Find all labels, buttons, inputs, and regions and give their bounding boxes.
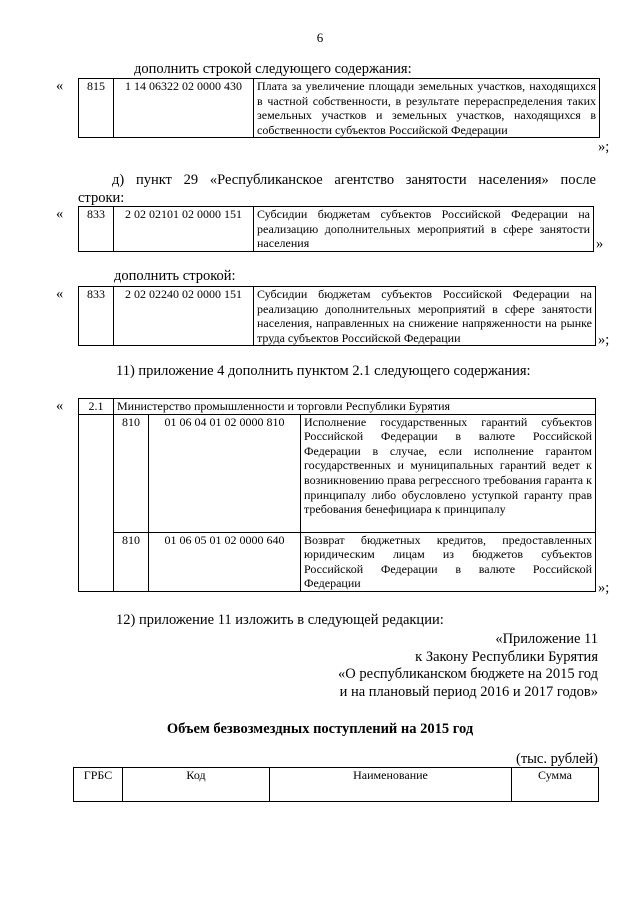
sec1-table — [78, 78, 600, 138]
sec3-intro: дополнить строкой: — [114, 268, 236, 284]
header-name: Наименование — [270, 768, 512, 802]
table-header-row — [74, 768, 599, 802]
sec2-table — [78, 206, 594, 252]
name-cell: Субсидии бюджетам субъектов Российской Федерации на реализацию дополнительных мероприятий в сфере занятости населения, направленных на снижение напряженности на рынке труда субъектов Российской Федерации — [254, 287, 596, 346]
sec4-close-quote: »; — [598, 580, 610, 596]
appendix-heading — [338, 631, 598, 701]
sec1-close-quote: »; — [598, 139, 610, 155]
table-row — [79, 287, 596, 346]
appendix-line: к Закону Республики Бурятия — [415, 648, 598, 665]
sec3-open-quote: « — [56, 286, 64, 302]
sec5-intro: 12) приложение 11 изложить в следующей редакции: — [116, 612, 444, 628]
appendix-line: и на плановый период 2016 и 2017 годов» — [339, 683, 598, 700]
sec2-close-quote: » — [596, 236, 604, 252]
units-label: (тыс. рублей) — [516, 751, 598, 767]
code-cell: 01 06 04 01 02 0000 810 — [149, 414, 301, 532]
sec3-table — [78, 286, 596, 346]
name-cell: Плата за увеличение площади земельных участков, находящихся в частной собственности, в результате перераспределения таких земельных участков и земельных участков, находящихся в собственности субъектов Российской Федерации — [254, 79, 600, 138]
revenue-table-header — [73, 767, 599, 802]
header-sum: Сумма — [512, 768, 599, 802]
sec2-intro-line1: д) пункт 29 «Республиканское агентство занятости населения» после — [112, 172, 596, 188]
header-grbs: ГРБС — [74, 768, 123, 802]
grbs-cell: 810 — [114, 414, 149, 532]
header-code: Код — [123, 768, 270, 802]
sec3-close-quote: »; — [598, 332, 610, 348]
page-number: 6 — [316, 30, 324, 45]
ministry-cell: Министерство промышленности и торговли Республики Бурятия — [114, 399, 596, 415]
sec4-intro: 11) приложение 4 дополнить пунктом 2.1 следующего содержания: — [116, 363, 531, 379]
table-row — [79, 532, 596, 591]
sec2-intro-line2: строки: — [78, 190, 125, 206]
sec2-open-quote: « — [56, 206, 64, 222]
appendix-line: «Приложение 11 — [495, 631, 598, 647]
grbs-cell: 810 — [114, 532, 149, 591]
table-row — [79, 207, 594, 252]
sec1-open-quote: « — [56, 78, 64, 94]
item-number-cell: 2.1 — [79, 399, 114, 415]
grbs-cell: 815 — [79, 79, 114, 138]
name-cell: Субсидии бюджетам субъектов Российской Федерации на реализацию дополнительных мероприятий в сфере занятости населения — [254, 207, 594, 252]
sec1-intro: дополнить строкой следующего содержания: — [134, 61, 412, 77]
grbs-cell: 833 — [79, 207, 114, 252]
sec4-open-quote: « — [56, 398, 64, 414]
table-row — [79, 414, 596, 532]
table-row — [79, 79, 600, 138]
appendix-line: «О республиканском бюджете на 2015 год — [338, 666, 598, 682]
code-cell: 2 02 02101 02 0000 151 — [114, 207, 254, 252]
name-cell: Исполнение государственных гарантий субъектов Российской Федерации в валюте Российской Федерации в случае, если исполнение гарантом государственных и муниципальных гарантий ведет к возникновению права регрессного требования гаранта к принципалу либо обусловлено уступкой гаранту прав требования бенефициара к принципалу — [301, 414, 596, 532]
code-cell: 1 14 06322 02 0000 430 — [114, 79, 254, 138]
code-cell: 2 02 02240 02 0000 151 — [114, 287, 254, 346]
table-row — [79, 399, 596, 415]
document-title: Объем безвозмездных поступлений на 2015 год — [166, 721, 474, 737]
sec4-table — [78, 398, 596, 592]
code-cell: 01 06 05 01 02 0000 640 — [149, 532, 301, 591]
grbs-cell: 833 — [79, 287, 114, 346]
name-cell: Возврат бюджетных кредитов, предоставленных юридическим лицам из бюджетов субъектов Российской Федерации в валюте Российской Федерации — [301, 532, 596, 591]
